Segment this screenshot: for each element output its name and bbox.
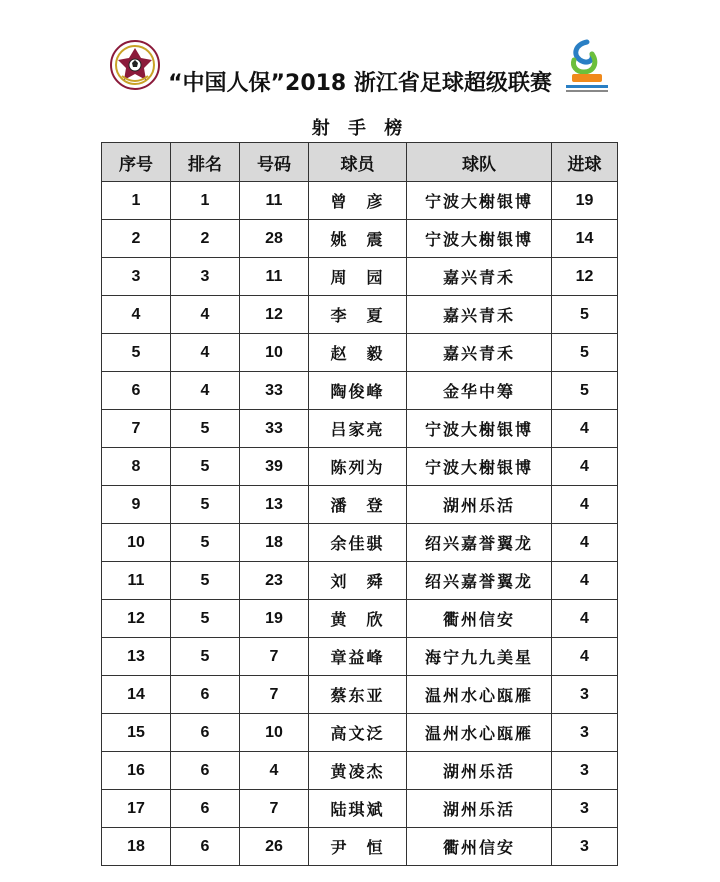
table-cell: 4	[552, 524, 618, 562]
table-cell: 陈列为	[309, 448, 407, 486]
table-cell: 6	[171, 676, 240, 714]
table-cell: 11	[240, 258, 309, 296]
table-cell: 湖州乐活	[407, 752, 552, 790]
table-cell: 23	[240, 562, 309, 600]
table-cell: 宁波大榭银博	[407, 220, 552, 258]
table-cell: 湖州乐活	[407, 790, 552, 828]
table-cell: 6	[171, 714, 240, 752]
table-cell: 3	[171, 258, 240, 296]
table-row	[102, 220, 618, 258]
table-cell: 5	[171, 524, 240, 562]
table-cell: 衢州信安	[407, 600, 552, 638]
table-cell: 3	[552, 676, 618, 714]
table-row	[102, 448, 618, 486]
table-cell: 姚 震	[309, 220, 407, 258]
table-cell: 嘉兴青禾	[407, 258, 552, 296]
table-row	[102, 828, 618, 866]
table-cell: 吕家亮	[309, 410, 407, 448]
table-row	[102, 334, 618, 372]
table-cell: 湖州乐活	[407, 486, 552, 524]
table-cell: 曾 彦	[309, 182, 407, 220]
table-row	[102, 486, 618, 524]
table-cell: 3	[552, 828, 618, 866]
table-cell: 15	[102, 714, 171, 752]
table-cell: 4	[552, 410, 618, 448]
table-cell: 宁波大榭银博	[407, 410, 552, 448]
table-cell: 5	[171, 600, 240, 638]
table-cell: 2	[102, 220, 171, 258]
table-cell: 18	[102, 828, 171, 866]
table-row	[102, 676, 618, 714]
table-cell: 海宁九九美星	[407, 638, 552, 676]
table-cell: 5	[552, 334, 618, 372]
table-header-row	[102, 143, 618, 182]
table-cell: 14	[552, 220, 618, 258]
table-cell: 7	[240, 790, 309, 828]
table-cell: 7	[240, 676, 309, 714]
table-cell: 6	[171, 752, 240, 790]
table-cell: 黄 欣	[309, 600, 407, 638]
table-cell: 9	[102, 486, 171, 524]
table-cell: 嘉兴青禾	[407, 334, 552, 372]
table-cell: 衢州信安	[407, 828, 552, 866]
table-cell: 5	[102, 334, 171, 372]
table-cell: 温州水心瓯雁	[407, 676, 552, 714]
table-cell: 13	[102, 638, 171, 676]
table-row	[102, 296, 618, 334]
column-header: 球队	[407, 143, 552, 182]
table-cell: 陶俊峰	[309, 372, 407, 410]
table-row	[102, 182, 618, 220]
table-cell: 26	[240, 828, 309, 866]
table-cell: 33	[240, 410, 309, 448]
table-cell: 5	[552, 372, 618, 410]
table-row	[102, 372, 618, 410]
table-cell: 赵 毅	[309, 334, 407, 372]
table-row	[102, 638, 618, 676]
table-cell: 4	[552, 448, 618, 486]
table-cell: 8	[102, 448, 171, 486]
table-cell: 11	[240, 182, 309, 220]
page-subtitle: 射 手 榜	[311, 118, 409, 139]
table-cell: 3	[552, 714, 618, 752]
table-cell: 绍兴嘉誉翼龙	[407, 524, 552, 562]
table-cell: 10	[240, 714, 309, 752]
table-cell: 尹 恒	[309, 828, 407, 866]
table-row	[102, 790, 618, 828]
column-header: 球员	[309, 143, 407, 182]
table-row	[102, 524, 618, 562]
table-cell: 19	[552, 182, 618, 220]
table-cell: 5	[171, 486, 240, 524]
table-body	[102, 182, 618, 866]
table-cell: 金华中筹	[407, 372, 552, 410]
table-cell: 6	[171, 828, 240, 866]
table-cell: 10	[240, 334, 309, 372]
scorers-table	[101, 142, 618, 866]
table-cell: 5	[171, 638, 240, 676]
table-cell: 2	[171, 220, 240, 258]
column-header: 号码	[240, 143, 309, 182]
table-cell: 7	[240, 638, 309, 676]
column-header: 排名	[171, 143, 240, 182]
table-row	[102, 752, 618, 790]
table-cell: 5	[552, 296, 618, 334]
table-cell: 6	[102, 372, 171, 410]
table-cell: 1	[171, 182, 240, 220]
table-cell: 14	[102, 676, 171, 714]
table-cell: 4	[240, 752, 309, 790]
table-cell: 7	[102, 410, 171, 448]
table-cell: 黄凌杰	[309, 752, 407, 790]
table-cell: 4	[171, 334, 240, 372]
table-row	[102, 562, 618, 600]
table-cell: 6	[171, 790, 240, 828]
table-cell: 19	[240, 600, 309, 638]
table-cell: 5	[171, 562, 240, 600]
table-cell: 刘 舜	[309, 562, 407, 600]
table-row	[102, 600, 618, 638]
table-cell: 17	[102, 790, 171, 828]
table-cell: 4	[171, 372, 240, 410]
table-row	[102, 410, 618, 448]
table-cell: 12	[102, 600, 171, 638]
table-cell: 嘉兴青禾	[407, 296, 552, 334]
table-cell: 3	[102, 258, 171, 296]
table-row	[102, 714, 618, 752]
table-cell: 10	[102, 524, 171, 562]
table-cell: 28	[240, 220, 309, 258]
table-cell: 宁波大榭银博	[407, 182, 552, 220]
table-cell: 4	[102, 296, 171, 334]
table-cell: 5	[171, 410, 240, 448]
table-cell: 1	[102, 182, 171, 220]
table-cell: 章益峰	[309, 638, 407, 676]
table-cell: 陆琪斌	[309, 790, 407, 828]
table-cell: 4	[552, 600, 618, 638]
table-cell: 13	[240, 486, 309, 524]
table-cell: 绍兴嘉誉翼龙	[407, 562, 552, 600]
table-cell: 16	[102, 752, 171, 790]
table-cell: 4	[171, 296, 240, 334]
table-cell: 温州水心瓯雁	[407, 714, 552, 752]
table-cell: 余佳骐	[309, 524, 407, 562]
table-cell: 高文泛	[309, 714, 407, 752]
table-cell: 李 夏	[309, 296, 407, 334]
table-cell: 39	[240, 448, 309, 486]
table-cell: 18	[240, 524, 309, 562]
table-cell: 蔡东亚	[309, 676, 407, 714]
table-cell: 宁波大榭银博	[407, 448, 552, 486]
table-cell: 4	[552, 562, 618, 600]
table-cell: 12	[240, 296, 309, 334]
table-cell: 4	[552, 486, 618, 524]
page-title: “中国人保”2018 浙江省足球超级联赛	[168, 71, 552, 96]
table-cell: 3	[552, 752, 618, 790]
table-cell: 33	[240, 372, 309, 410]
table-cell: 5	[171, 448, 240, 486]
table-cell: 4	[552, 638, 618, 676]
column-header: 序号	[102, 143, 171, 182]
table-cell: 潘 登	[309, 486, 407, 524]
table-cell: 3	[552, 790, 618, 828]
table-row	[102, 258, 618, 296]
table-cell: 11	[102, 562, 171, 600]
column-header: 进球	[552, 143, 618, 182]
table-cell: 12	[552, 258, 618, 296]
table-cell: 周 园	[309, 258, 407, 296]
